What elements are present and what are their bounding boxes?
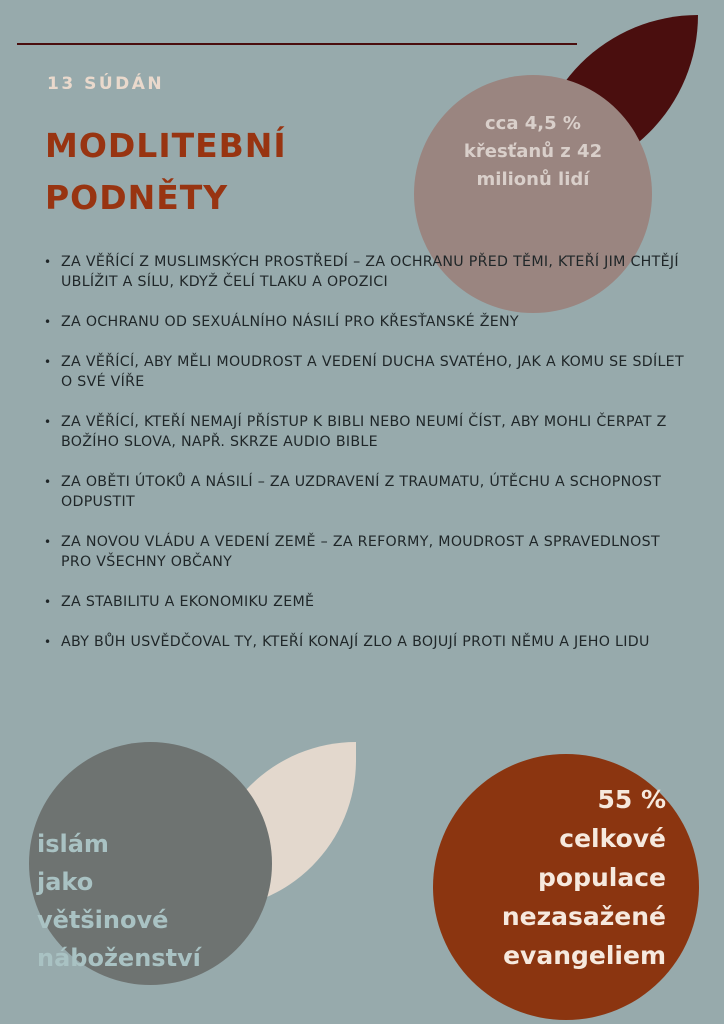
prayer-points-list	[42, 252, 692, 672]
prayer-point: • ZA OBĚTI ÚTOKŮ A NÁSILÍ – ZA UZDRAVENÍ Z TRAUMATU, ÚTĚCHU A SCHOPNOST ODPUSTIT	[42, 472, 692, 512]
prayer-point: • ZA VĚŘÍCÍ, ABY MĚLI MOUDROST A VEDENÍ DUCHA SVATÉHO, JAK A KOMU SE SDÍLET O SVÉ VÍŘE	[42, 352, 692, 392]
religion-text	[37, 825, 201, 977]
title-line: MODLITEBNÍ	[45, 126, 287, 165]
prayer-point: • ZA VĚŘÍCÍ Z MUSLIMSKÝCH PROSTŘEDÍ – ZA OCHRANU PŘED TĚMI, KTEŘÍ JIM CHTĚJÍ UBLÍŽIT A SÍLU, KDYŽ ČELÍ TLAKU A OPOZICI	[42, 252, 692, 292]
stat-line: křesťanů z 42	[463, 141, 603, 162]
prayer-point: • ZA NOVOU VLÁDU A VEDENÍ ZEMĚ – ZA REFORMY, MOUDROST A SPRAVEDLNOST PRO VŠECHNY OBČANY	[42, 532, 692, 572]
top-divider-line	[17, 43, 577, 45]
christian-percentage-text	[430, 110, 636, 194]
unreached-line: nezasažené	[501, 902, 666, 931]
unreached-text	[460, 780, 666, 975]
title-line: PODNĚTY	[45, 178, 229, 217]
prayer-point: • ZA STABILITU A EKONOMIKU ZEMĚ	[42, 592, 692, 612]
religion-line: většinové	[37, 906, 169, 934]
prayer-point: • ABY BŮH USVĚDČOVAL TY, KTEŘÍ KONAJÍ ZLO A BOJUJÍ PROTI NĚMU A JEHO LIDU	[42, 632, 692, 652]
unreached-line: populace	[538, 863, 666, 892]
unreached-line: 55 %	[597, 785, 666, 814]
country-label: 13 SÚDÁN	[47, 74, 165, 94]
unreached-line: celkové	[559, 824, 666, 853]
religion-line: náboženství	[37, 944, 201, 972]
prayer-point: • ZA VĚŘÍCÍ, KTEŘÍ NEMAJÍ PŘÍSTUP K BIBLI NEBO NEUMÍ ČÍST, ABY MOHLI ČERPAT Z BOŽÍHO SLOVA, NAPŘ. SKRZE AUDIO BIBLE	[42, 412, 692, 452]
page-title	[45, 120, 287, 224]
stat-line: cca 4,5 %	[485, 113, 581, 134]
stat-line: milionů lidí	[476, 169, 590, 190]
prayer-point: • ZA OCHRANU OD SEXUÁLNÍHO NÁSILÍ PRO KŘESŤANSKÉ ŽENY	[42, 312, 692, 332]
unreached-line: evangeliem	[503, 941, 666, 970]
religion-line: jako	[37, 868, 94, 896]
religion-line: islám	[37, 830, 109, 858]
